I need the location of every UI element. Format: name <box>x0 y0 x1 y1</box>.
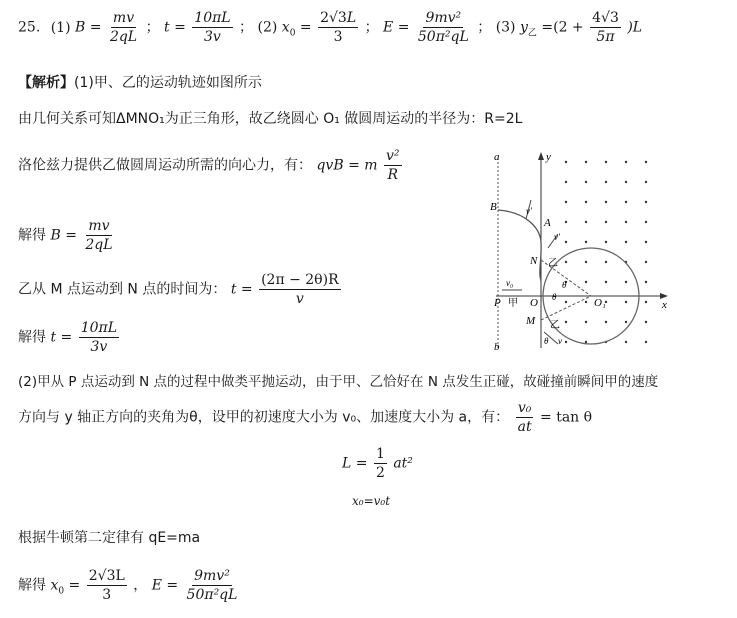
label-theta2: θ <box>552 292 557 302</box>
field-dot <box>565 161 567 163</box>
field-dot <box>645 201 647 203</box>
field-dot <box>605 221 607 223</box>
analysis-line9: 根据牛顿第二定律有 qE=ma <box>18 530 201 546</box>
part3-label: (3) <box>495 19 516 36</box>
field-dot <box>585 221 587 223</box>
field-dot <box>565 341 567 343</box>
field-dot <box>625 161 627 163</box>
field-dot <box>585 161 587 163</box>
field-dot <box>645 341 647 343</box>
label-v0: v₀ <box>506 278 514 288</box>
field-dot <box>585 341 587 343</box>
label-jia: 甲 <box>508 298 518 309</box>
answer-B-fraction: $\frac{mv}{2qL}$ <box>109 10 138 45</box>
question-number: 25. <box>18 19 41 36</box>
equation-x0: x₀=v₀t <box>352 494 391 508</box>
trajectory-figure <box>488 148 674 358</box>
field-dot <box>605 241 607 243</box>
label-yi-top: 乙 <box>548 258 558 269</box>
field-dot <box>645 221 647 223</box>
analysis-line6: 解得 t = $\frac{10\pi L}{3v}$ <box>18 320 118 355</box>
field-dot <box>605 181 607 183</box>
field-dot <box>625 181 627 183</box>
label-O1: O₁ <box>594 297 606 309</box>
answer-line: 25. (1) B = $\frac{mv}{2qL}$ ； t = $\frac{10\pi L}{3v}$ ； (2) $x_0$ = $\frac{2√3L}{3}$ ； E = $\frac{\text{9mv²}}{\text{50π²qL}}$ ； (3) $y_乙 =(2$ + $\frac{4√3}{5\pi}$ )L <box>18 10 643 45</box>
answer-x0-fraction: $\frac{2√3L}{3}$ <box>320 10 357 45</box>
field-dot <box>585 261 587 263</box>
answer-E-lhs: E = <box>383 19 410 36</box>
field-dot <box>565 261 567 263</box>
analysis-label: 【解析】 <box>18 75 74 91</box>
answer-B-lhs: B = <box>75 19 102 36</box>
field-dot <box>565 201 567 203</box>
field-dot <box>625 341 627 343</box>
analysis-line8: 方向与 y 轴正方向的夹角为θ，设甲的初速度大小为 v₀、加速度大小为 a，有： $\frac{\text{v₀}}{at}$ = tan θ <box>18 400 593 435</box>
field-dot <box>645 181 647 183</box>
field-dot <box>645 161 647 163</box>
analysis-line4: 解得 B = $\frac{mv}{2qL}$ <box>18 218 113 253</box>
field-dot <box>585 241 587 243</box>
field-dot <box>625 281 627 283</box>
field-dot <box>565 321 567 323</box>
field-dot <box>625 201 627 203</box>
analysis-line3: 洛伦兹力提供乙做圆周运动所需的向心力，有： qvB = m $\frac{\text{v²}}{R}$ <box>18 148 400 183</box>
label-x: x <box>662 299 667 311</box>
field-dot <box>585 301 587 303</box>
label-v-prime2: v′ <box>554 232 560 242</box>
analysis-line5: 乙从 M 点运动到 N 点的时间为： t = $\frac{(2\pi - 2\theta)R}{v}$ <box>18 272 339 307</box>
radius-M-O1 <box>541 296 591 320</box>
field-dot <box>585 321 587 323</box>
label-v: v <box>558 336 562 346</box>
field-dot <box>585 281 587 283</box>
analysis-line10: 解得 $x_0$ = $\frac{2√3L}{3}$ ， E = $\frac{\text{9mv²}}{\text{50π²qL}}$ <box>18 568 238 603</box>
label-yi-bottom: 乙 <box>550 320 560 331</box>
field-dot <box>565 241 567 243</box>
analysis-line7: (2)甲从 P 点运动到 N 点的过程中做类平抛运动，由于甲、乙恰好在 N 点发生正碰，故碰撞前瞬间甲的速度 <box>18 374 659 390</box>
label-A: A <box>544 217 551 229</box>
field-dot <box>645 321 647 323</box>
label-N: N <box>530 255 538 267</box>
field-dot <box>625 321 627 323</box>
field-dot <box>625 221 627 223</box>
analysis-line2: 由几何关系可知ΔMNO₁为正三角形，故乙绕圆心 O₁ 做圆周运动的半径为：R=2L <box>18 111 523 127</box>
field-dot <box>585 201 587 203</box>
answer-t-fraction: $\frac{10\pi L}{3v}$ <box>194 10 231 45</box>
jia-trajectory <box>498 210 541 281</box>
y-axis-arrow <box>538 152 544 160</box>
field-dot <box>605 161 607 163</box>
field-dot <box>625 241 627 243</box>
field-dot <box>645 301 647 303</box>
answer-t-lhs: t = <box>164 19 186 36</box>
label-O: O <box>530 297 538 309</box>
field-dot <box>605 321 607 323</box>
label-B: B <box>490 201 497 213</box>
label-M: M <box>526 315 536 327</box>
field-dot <box>605 201 607 203</box>
field-dot <box>625 301 627 303</box>
analysis-heading: 【解析】(1)甲、乙的运动轨迹如图所示 <box>18 75 262 91</box>
field-dot <box>605 261 607 263</box>
label-a: a <box>494 151 500 163</box>
field-dot <box>605 281 607 283</box>
part2-label: (2) <box>257 19 278 36</box>
answer-y-fraction: $\frac{4√3}{5\pi}$ <box>592 10 619 45</box>
field-dot <box>565 181 567 183</box>
answer-E-fraction: $\frac{\text{9mv²}}{\text{50π²qL}}$ <box>417 10 469 45</box>
label-v-prime: v′ <box>526 206 532 216</box>
label-theta1: θ <box>562 280 567 290</box>
field-dot <box>585 181 587 183</box>
equation-L: L = $\frac{1}{2}$ at² <box>342 446 413 481</box>
field-dot <box>645 261 647 263</box>
field-dot <box>565 221 567 223</box>
field-dot <box>645 241 647 243</box>
label-P: P <box>494 297 501 309</box>
field-dot <box>565 301 567 303</box>
label-y: y <box>546 151 551 163</box>
label-b: b <box>494 341 500 353</box>
label-theta3: θ <box>544 336 549 346</box>
field-dot <box>645 281 647 283</box>
part1-label: (1) <box>50 19 71 36</box>
